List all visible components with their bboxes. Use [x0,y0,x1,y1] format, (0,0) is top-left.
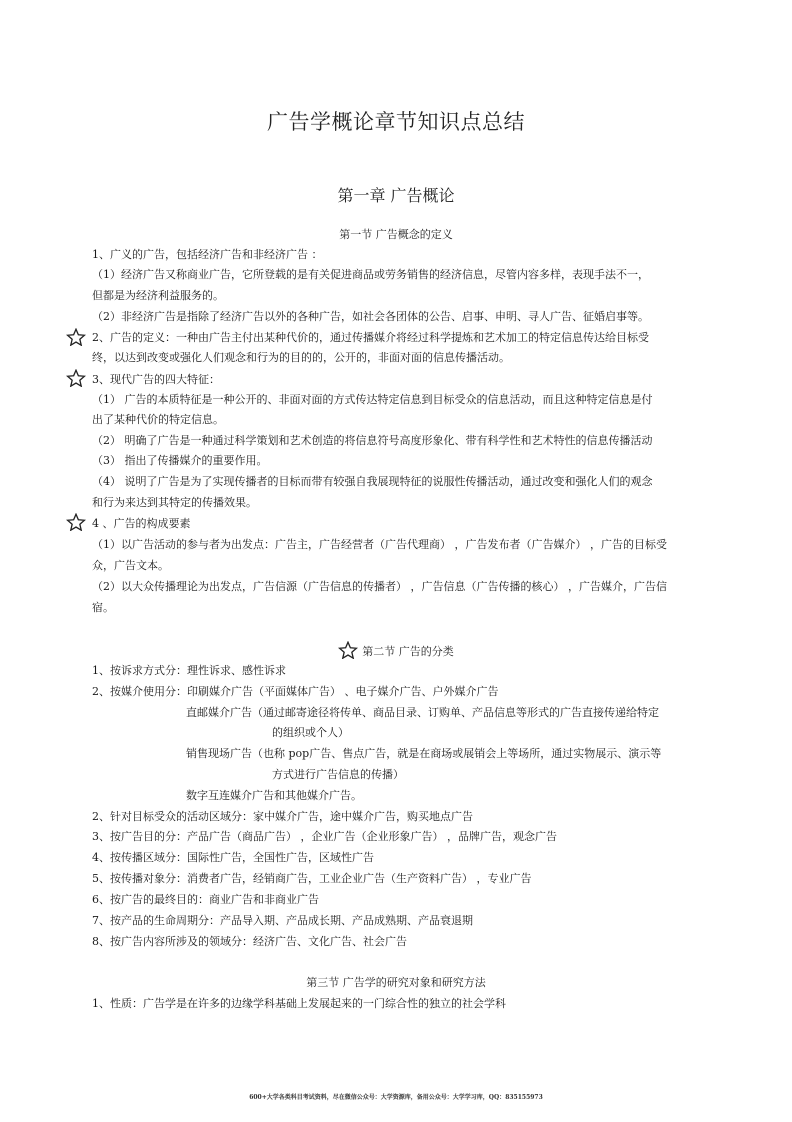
paragraph-line: （2）以大众传播理论为出发点，广告信源（广告信息的传播者） ，广告信息（广告传播的核心） ，广告媒介，广告信 [92,580,667,593]
paragraph-line: （1） 广告的本质特征是一种公开的、非面对面的方式传达特定信息到目标受众的信息活动，而且这种特定信息是付 [92,393,653,406]
section-heading-3: 第三节 广告学的研究对象和研究方法 [306,976,486,989]
page-footer: 600+大学各类科目考试资料，尽在微信公众号：大学资源库，备用公众号：大学学习库，QQ：835155973 [249,1094,543,1101]
document-title: 广告学概论章节知识点总结 [267,110,525,134]
paragraph-line: 8、按广告内容所涉及的领域分：经济广告、文化广告、社会广告 [92,935,407,948]
paragraph-line: 4 、广告的构成要素 [92,517,191,530]
paragraph-line: 但都是为经济利益服务的。 [92,289,224,302]
paragraph-line: （2） 明确了广告是一种通过科学策划和艺术创造的将信息符号高度形象化、带有科学性和艺术特性的信息传播活动 [92,434,653,447]
paragraph-line: 5、按传播对象分：消费者广告，经销商广告，工业企业广告（生产资料广告） ，专业广告 [92,872,532,885]
paragraph-line: （3） 指出了传播媒介的重要作用。 [92,454,268,467]
paragraph-line: 1、性质：广告学是在许多的边缘学科基础上发展起来的一门综合性的独立的社会学科 [92,997,506,1010]
paragraph-line: 2、针对目标受众的活动区域分：家中媒介广告，途中媒介广告，购买地点广告 [92,810,473,823]
paragraph-line: 2、按媒介使用分：印刷媒介广告（平面媒体广告） 、电子媒介广告、户外媒介广告 [92,685,499,698]
star-outline-icon [66,513,86,531]
paragraph-line: 3、按广告目的分：产品广告（商品广告） ，企业广告（企业形象广告） ，品牌广告，观念广告 [92,830,557,843]
section-heading-2: 第二节 广告的分类 [362,645,454,658]
paragraph-line: 众，广告文本。 [92,559,169,572]
paragraph-line: 终，以达到改变或强化人们观念和行为的目的的，公开的，非面对面的信息传播活动。 [92,351,510,364]
paragraph-line: 销售现场广告（也称 pop广告、售点广告，就是在商场或展销会上等场所，通过实物展示、演示等 [186,747,662,760]
section-heading-1: 第一节 广告概念的定义 [339,228,453,241]
paragraph-line: 和行为来达到其特定的传播效果。 [92,496,257,509]
paragraph-line: 直邮媒介广告（通过邮寄途径将传单、商品目录、订购单、产品信息等形式的广告直接传递给特定 [186,706,659,719]
paragraph-line: 3、现代广告的四大特征： [92,373,220,386]
paragraph-line: 4、按传播区域分：国际性广告，全国性广告，区域性广告 [92,851,374,864]
paragraph-line: 方式进行广告信息的传播） [272,768,404,781]
paragraph-line: （1）以广告活动的参与者为出发点：广告主，广告经营者（广告代理商） ，广告发布者（广告媒介） ，广告的目标受 [92,538,667,551]
paragraph-line: （4） 说明了广告是为了实现传播者的目标而带有较强自我展现特征的说服性传播活动，通过改变和强化人们的观念 [92,475,653,488]
paragraph-line: 宿。 [92,601,114,614]
paragraph-line: 2、广告的定义：一种由广告主付出某种代价的，通过传播媒介将经过科学提炼和艺术加工的特定信息传达给目标受 [92,331,649,344]
star-outline-icon [338,641,358,659]
chapter-heading: 第一章 广告概论 [337,186,455,205]
paragraph-line: 的组织或个人） [272,726,349,739]
paragraph-line: （1）经济广告又称商业广告，它所登载的是有关促进商品或劳务销售的经济信息，尽管内容多样，表现手法不一， [92,268,649,281]
paragraph-line: 1、按诉求方式分：理性诉求、感性诉求 [92,664,286,677]
paragraph-line: 7、按产品的生命周期分：产品导入期、产品成长期、产品成熟期、产品衰退期 [92,914,473,927]
paragraph-line: （2）非经济广告是指除了经济广告以外的各种广告，如社会各团体的公告、启事、申明、寻人广告、征婚启事等。 [92,310,649,323]
paragraph-line: 6、按广告的最终目的：商业广告和非商业广告 [92,893,319,906]
section-heading-2-wrap [0,640,792,659]
star-outline-icon [66,328,86,346]
paragraph-line: 1、广义的广告，包括经济广告和非经济广告 ： [92,248,323,261]
star-outline-icon [66,369,86,387]
paragraph-line: 出了某种代价的特定信息。 [92,413,224,426]
paragraph-line: 数字互连媒介广告和其他媒介广告。 [186,789,362,802]
